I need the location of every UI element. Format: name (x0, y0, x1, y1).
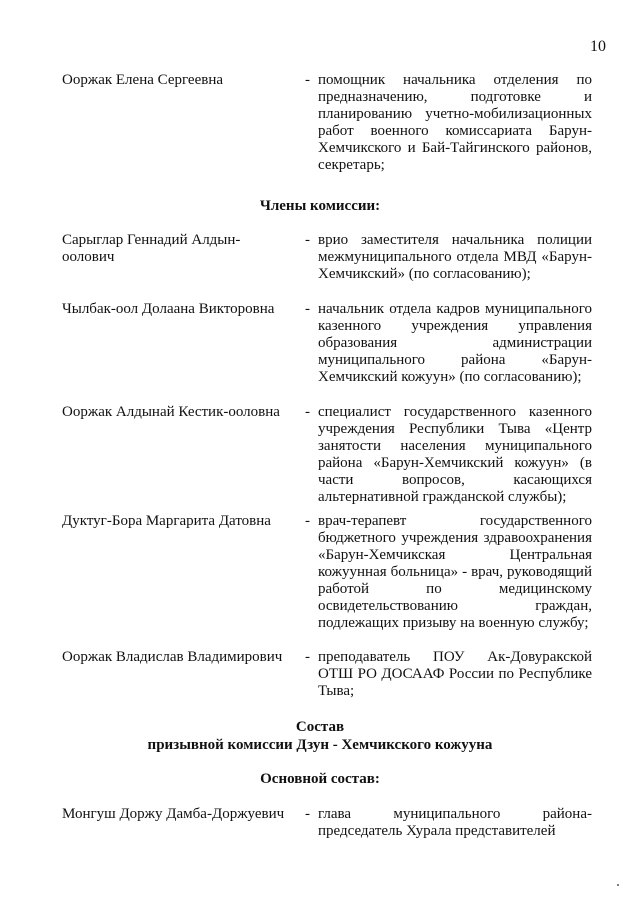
main-composition-heading: Основной состав: (260, 771, 380, 787)
dash-separator: - (305, 806, 310, 822)
person-name: Чылбак-оол Долаана Викторовна (62, 301, 275, 317)
dash-separator: - (305, 301, 310, 317)
members-heading: Члены комиссии: (259, 198, 381, 214)
composition-heading-line1: Состав (295, 719, 345, 735)
dash-separator: - (305, 649, 310, 665)
composition-heading-line2: призывной комиссии Дзун - Хемчикского кожууна (147, 737, 493, 753)
person-role: глава муниципального района-председатель Хурала представителей (318, 806, 592, 839)
person-role: врач-терапевт государственного бюджетного учреждения здравоохранения «Барун-Хемчикская Центральная кожуунная больница» - врач, руководящий работой по медицинскому освидетельствованию граждан, подлежащих призыву на военную службу; (318, 513, 592, 631)
dash-separator: - (305, 404, 310, 420)
person-name: Ооржак Владислав Владимирович (62, 649, 283, 665)
dash-separator: - (305, 513, 310, 529)
scan-speck (617, 884, 619, 886)
page-number: 10 (590, 38, 606, 55)
person-role: помощник начальника отделения по предназначению, подготовке и планированию учетно-мобилизационных работ военного комиссариата Барун-Хемчикского и Бай-Тайгинского районов, секретарь; (318, 72, 592, 173)
person-name: Сарыглар Геннадий Алдын-оолович (62, 232, 241, 265)
person-name: Ооржак Елена Сергеевна (62, 72, 224, 88)
dash-separator: - (305, 72, 310, 88)
person-role: врио заместителя начальника полиции межмуниципального отдела МВД «Барун-Хемчикский» (по согласованию); (318, 232, 592, 282)
person-name: Ооржак Алдынай Кестик-ооловна (62, 404, 280, 420)
dash-separator: - (305, 232, 310, 248)
person-role: преподаватель ПОУ Ак-Довуракской ОТШ РО ДОСААФ России по Республике Тыва; (318, 649, 592, 699)
person-name: Дуктуг-Бора Маргарита Датовна (62, 513, 271, 529)
person-role: специалист государственного казенного учреждения Республики Тыва «Центр занятости населения муниципального района «Барун-Хемчикский кожуун» (в части вопросов, касающихся альтернативной гражданской службы); (318, 404, 592, 505)
person-role: начальник отдела кадров муниципального казенного учреждения управления образования администрации муниципального района «Барун-Хемчикский кожуун» (по согласованию); (318, 301, 592, 385)
person-name: Монгуш Доржу Дамба-Доржуевич (62, 806, 285, 822)
